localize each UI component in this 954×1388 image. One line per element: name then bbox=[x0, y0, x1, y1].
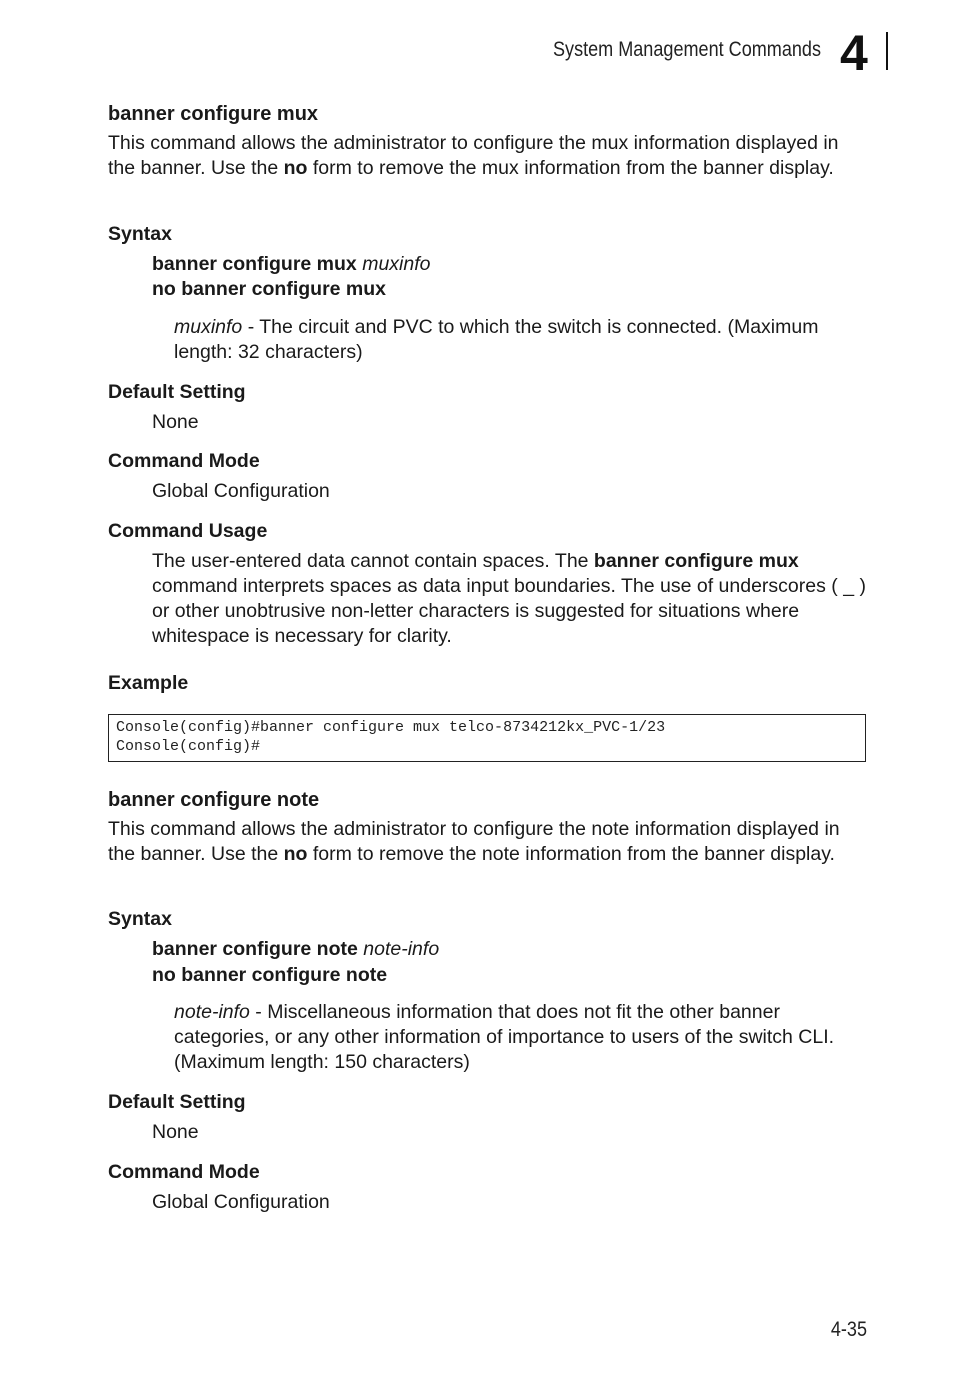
command-mode-value: Global Configuration bbox=[152, 480, 330, 502]
section-title-note: banner configure note bbox=[108, 789, 320, 811]
section-description-note: This command allows the administrator to configure the note information displayed in the banner. Use the no form to remove the note information from the banner display. bbox=[108, 818, 840, 865]
command-mode-heading: Command Mode bbox=[108, 450, 260, 472]
chapter-rule bbox=[886, 32, 888, 70]
section-title-mux: banner configure mux bbox=[108, 103, 319, 125]
syntax-heading: Syntax bbox=[108, 223, 172, 245]
default-setting-value: None bbox=[152, 411, 199, 433]
command-mode-value: Global Configuration bbox=[152, 1191, 330, 1213]
parameter-description: muxinfo - The circuit and PVC to which the switch is connected. (Maximum length: 32 characters) bbox=[174, 316, 819, 363]
command-usage-heading: Command Usage bbox=[108, 520, 268, 542]
running-header: System Management Commands bbox=[552, 38, 821, 61]
syntax-line: banner configure mux muxinfo bbox=[152, 253, 431, 275]
section-description-mux: This command allows the administrator to configure the mux information displayed in the banner. Use the no form to remove the mux information from the banner display. bbox=[108, 132, 839, 179]
parameter-description: note-info - Miscellaneous information that does not fit the other banner categories, or any other information of importance to users of the switch CLI. (Maximum length: 150 characters) bbox=[174, 1001, 835, 1073]
code-line: Console(config)#banner configure mux telco-8734212kx_PVC-1/23 bbox=[116, 719, 666, 736]
page-number: 4-35 bbox=[830, 1318, 867, 1341]
syntax-line: banner configure note note-info bbox=[152, 938, 440, 960]
default-setting-value: None bbox=[152, 1121, 199, 1143]
command-mode-heading: Command Mode bbox=[108, 1161, 260, 1183]
command-usage-text: The user-entered data cannot contain spaces. The banner configure mux command interprets spaces as data input boundaries. The use of underscores ( _ ) or other unobtrusive non-letter characters is suggested for situations where whitespace is necessary for clarity. bbox=[152, 550, 866, 647]
syntax-heading: Syntax bbox=[108, 908, 172, 930]
example-heading: Example bbox=[108, 672, 189, 694]
default-setting-heading: Default Setting bbox=[108, 381, 246, 403]
code-line: Console(config)# bbox=[116, 738, 261, 755]
default-setting-heading: Default Setting bbox=[108, 1091, 246, 1113]
chapter-number: 4 bbox=[840, 25, 868, 81]
code-example bbox=[108, 714, 866, 762]
syntax-line-no: no banner configure note bbox=[152, 964, 388, 986]
syntax-line-no: no banner configure mux bbox=[152, 278, 387, 300]
